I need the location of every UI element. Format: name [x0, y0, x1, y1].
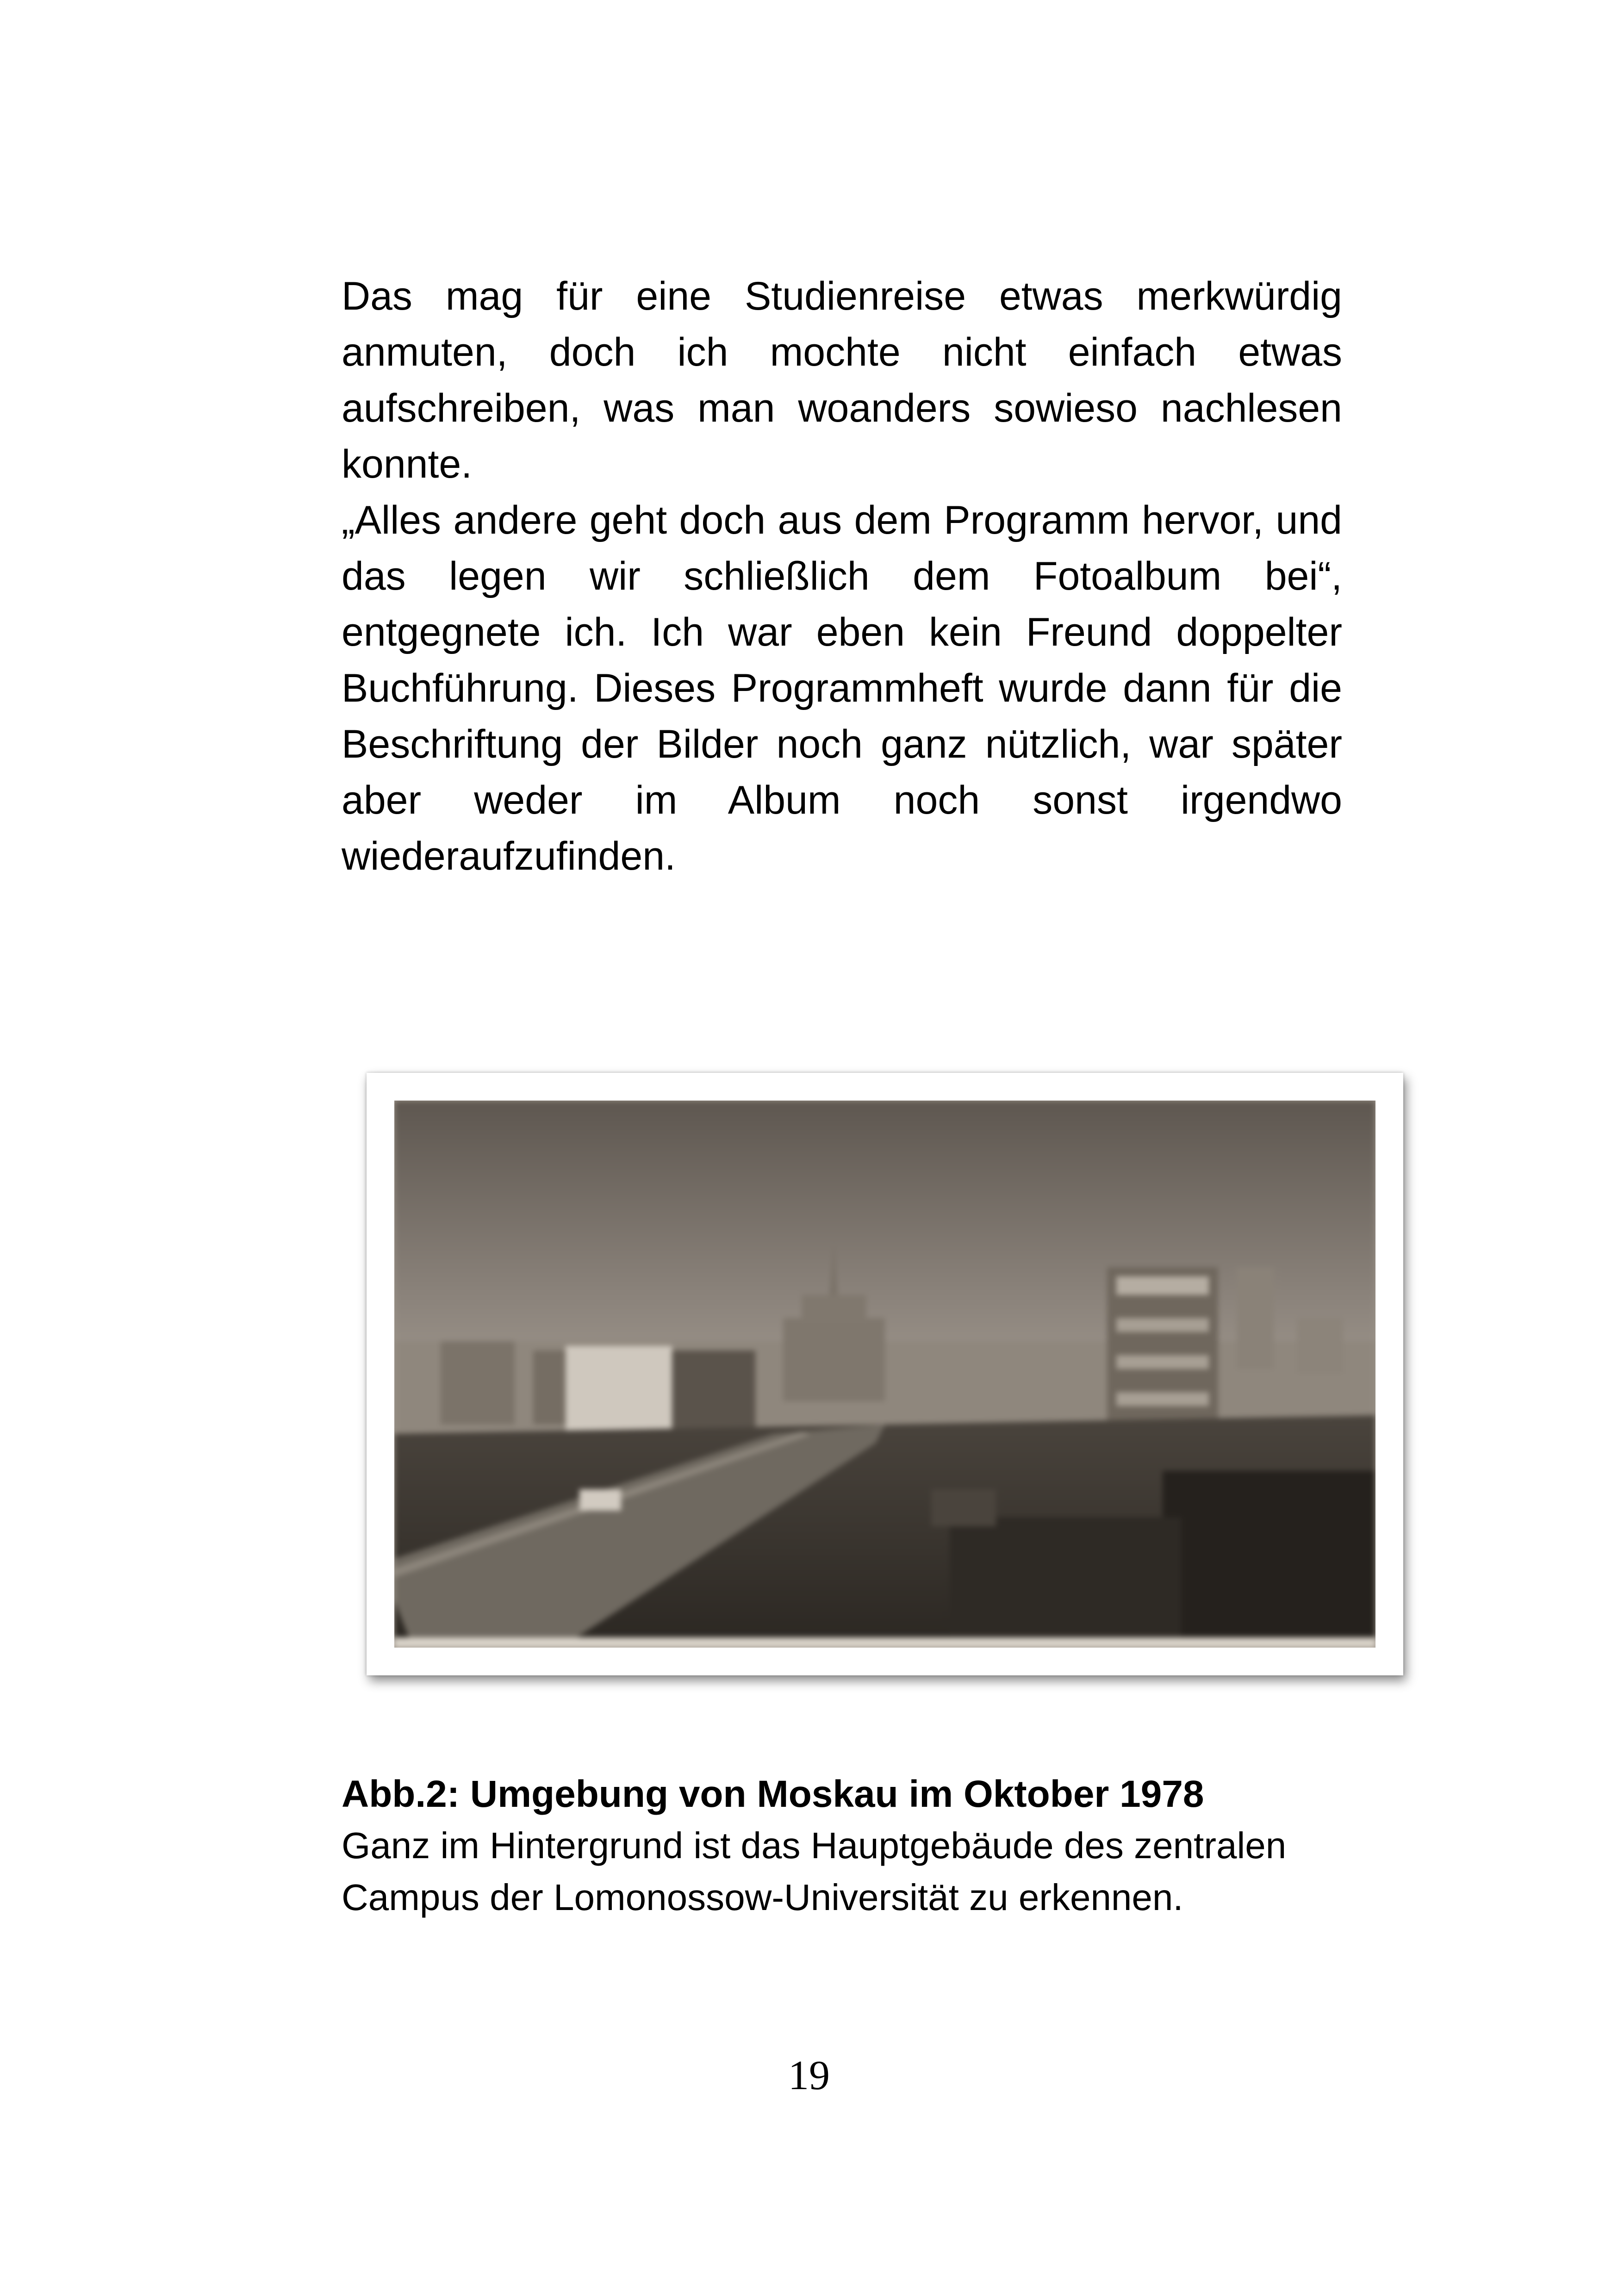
paragraph-2: „Alles andere geht doch aus dem Programm hervor, und das legen wir schließlich dem Fotoalbum bei“, entgegnete ich. Ich war eben kein Freund doppelter Buchführung. Dieses Programmheft wurde dann für die Beschriftung der Bilder noch ganz nützlich, war später aber weder im Album noch sonst irgendwo wiederaufzufinden.	[342, 498, 1342, 878]
paragraph-1: Das mag für eine Studienreise etwas merkwürdig anmuten, doch ich mochte nicht einfach etwas aufschreiben, was man woanders sowieso nachlesen konnte.	[342, 274, 1342, 486]
figure-caption-title: Abb.2: Umgebung von Moskau im Oktober 1978	[342, 1773, 1204, 1815]
body-text	[342, 268, 1342, 884]
page-number: 19	[788, 2053, 830, 2098]
moscow-cityscape-image	[394, 1101, 1375, 1648]
moscow-photo	[394, 1101, 1375, 1648]
figure-caption-text: Ganz im Hintergrund ist das Hauptgebäude des zentralen Campus der Lomonossow-Universität zu erkennen.	[342, 1825, 1287, 1918]
photo-frame	[367, 1073, 1403, 1675]
